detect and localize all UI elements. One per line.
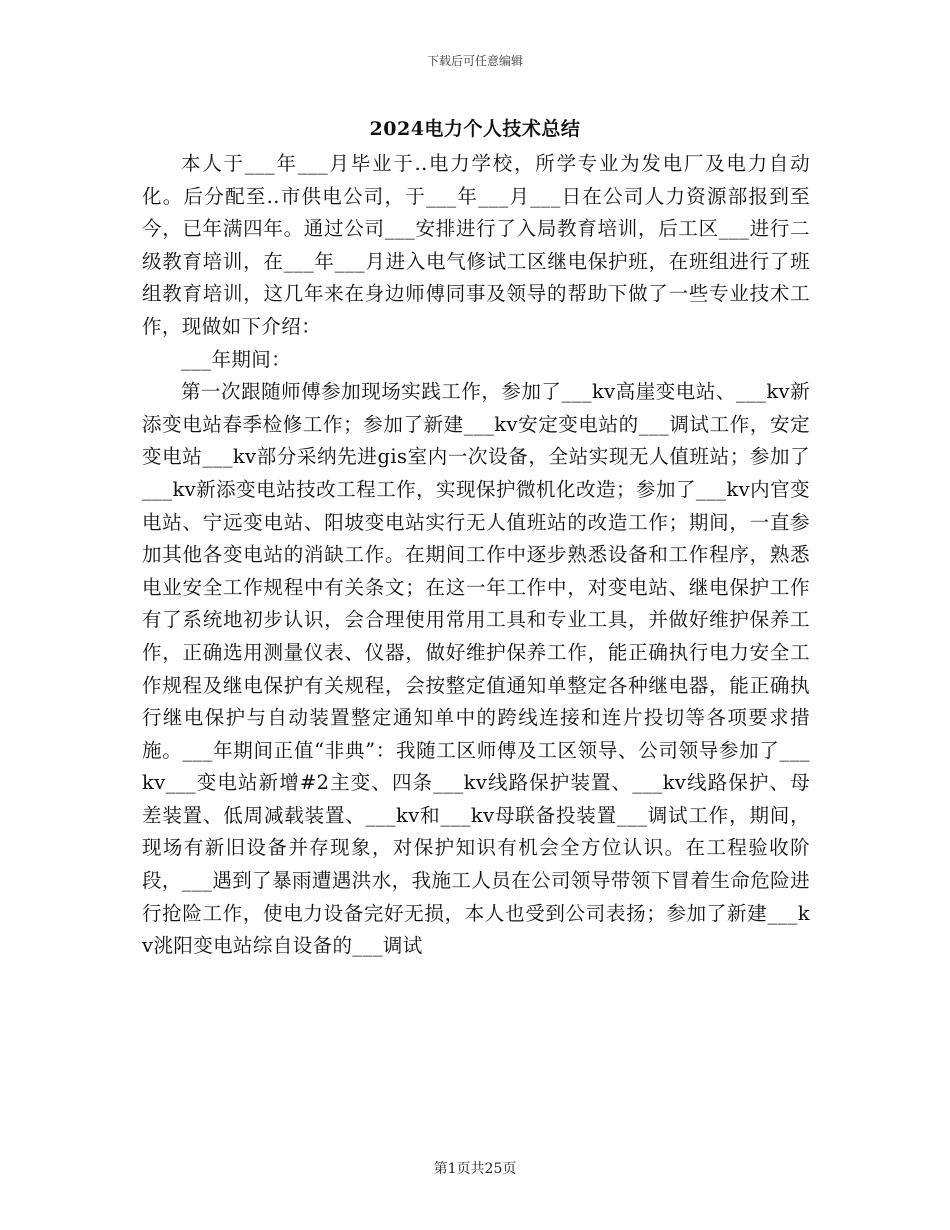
paragraph-work-details: 第一次跟随师傅参加现场实践工作，参加了___kv高崖变电站、___kv新添变电站春季检修工作；参加了新建___kv安定变电站的___调试工作，安定变电站___kv部分采纳先进gis室内一次设备，全站实现无人值班站；参加了___kv新添变电站技改工程工作，实现保护微机化改造；参加了___kv内官变电站、宁远变电站、阳坡变电站实行无人值班站的改造工作；期间，一直参加其他各变电站的消缺工作。在期间工作中逐步熟悉设备和工作程序，熟悉电业安全工作规程中有关条文；在这一年工作中，对变电站、继电保护工作有了系统地初步认识，会合理使用常用工具和专业工具，并做好维护保养工作，正确选用测量仪表、仪器，做好维护保养工作，能正确执行电力安全工作规程及继电保护有关规程，会按整定值通知单整定各种继电器，能正确执行继电保护与自动装置整定通知单中的跨线连接和连片投切等各项要求措施。___年期间正值“非典”：我随工区师傅及工区领导、公司领导参加了___kv___变电站新增#2主变、四条___kv线路保护装置、___kv线路保护、母差装置、低周减载装置、___kv和___kv母联备投装置___调试工作，期间，现场有新旧设备并存现象，对保护知识有机会全方位认识。在工程验收阶段，___遇到了暴雨遭遇洪水，我施工人员在公司领导带领下冒着生命危险进行抢险工作，使电力设备完好无损，本人也受到公司表扬；参加了新建___kv洮阳变电站综自设备的___调试 <box>142 380 810 958</box>
document-title: 2024电力个人技术总结 <box>369 118 581 140</box>
document-body <box>142 148 810 963</box>
paragraph-year-heading: ___年期间： <box>181 347 292 371</box>
paragraph-intro: 本人于___年___月毕业于..电力学校，所学专业为发电厂及电力自动化。后分配至..市供电公司，于___年___月___日在公司人力资源部报到至今，已年满四年。通过公司___安排进行了入局教育培训，后工区___进行二级教育培训，在___年___月进入电气修试工区继电保护班，在班组进行了班组教育培训，这几年来在身边师傅同事及领导的帮助下做了一些专业技术工作，现做如下介绍： <box>142 152 810 338</box>
page-header-note: 下载后可任意编辑 <box>426 54 523 68</box>
page-number: 第1页共25页 <box>433 1161 517 1177</box>
